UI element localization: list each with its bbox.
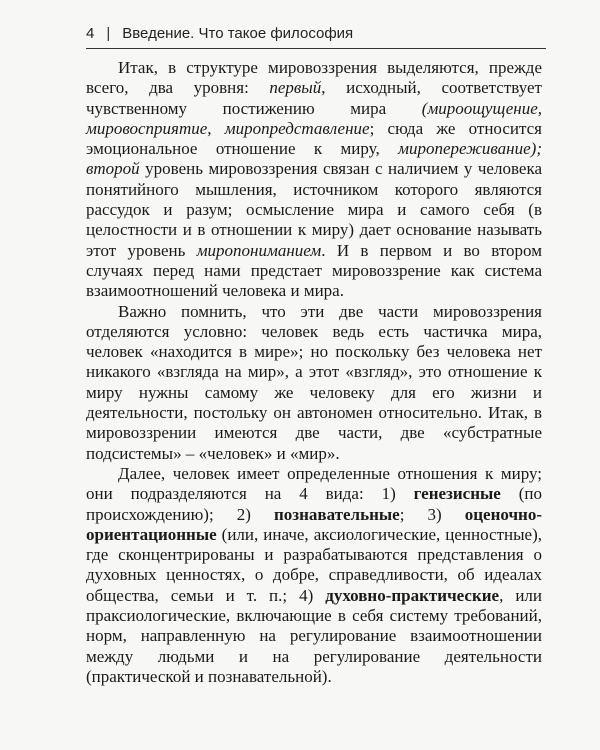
page-number: 4	[86, 25, 95, 42]
paragraph-3	[86, 464, 542, 687]
term-understanding: миропониманием	[196, 240, 322, 260]
term-sensory-forms: (мироощущение, мировосприятие, миропредставление	[86, 98, 542, 138]
header-rule	[86, 48, 546, 49]
term-cognitive: познавательные	[274, 504, 400, 524]
term-evaluative: оценочно-ориентационные	[86, 504, 543, 544]
header-separator: |	[106, 25, 111, 42]
chapter-title: Введение. Что такое философия	[122, 25, 354, 42]
paragraph-3-text: , или праксиологические, включающие в себя систему требований, норм, направленную на регулирование взаимоотношении между людьми и на регулирование деятельности (практической и познавательной).	[86, 585, 543, 686]
paragraph-1-text: Итак, в структуре мировоззрения выделяются, прежде всего, два уровня:	[86, 58, 542, 98]
paragraph-1-text: уровень мировоззрения связан с наличием у человека понятийного мышления, источником которого являются рассудок и разум; осмысление мира и самого себя (в целостности и в отношении к миру) дает основание называть этот уровень	[86, 159, 542, 260]
paragraph-1-text: . И в первом и во втором случаях перед нами предстает мировоззрение как система взаимоотношений человека и мира.	[86, 240, 542, 301]
paragraph-1-text: ; сюда же относится эмоциональное отношение к миру,	[86, 118, 542, 159]
paragraph-1	[86, 58, 542, 302]
paragraph-3-text: Далее, человек имеет определенные отношения к миру; они подразделяются на 4 вида: 1)	[86, 463, 542, 504]
paragraph-2: Важно помнить, что эти две части мировоззрения отделяются условно: человек ведь есть частичка мира, человек «находится в мире»; но поскольку без человека нет никакого «взгляда на мир», а этот «взгляд», это отношение к миру нужны самому же человеку для его жизни и деятельности, постольку он автономен относительно. Итак, в мировоззрении имеются две части, две «субстратные подсистемы» – «человек» и «мир».	[86, 301, 542, 463]
paragraph-3-text: (или, иначе, аксиологические, ценностные), где сконцентрированы и разрабатываются представления о духовных ценностях, о добре, справедливости, об идеалах общества, семьи и т. п.; 4)	[86, 524, 542, 605]
term-genetic: генезисные	[413, 484, 501, 504]
page-body	[86, 58, 542, 687]
paragraph-3-text: (по происхождению); 2)	[86, 484, 542, 524]
term-second: миропереживание); второй	[86, 139, 542, 179]
term-first: первый	[269, 78, 322, 98]
paragraph-3-text: ; 3)	[399, 504, 465, 524]
term-spiritual-practical: духовно-практические	[325, 585, 500, 605]
running-header	[86, 22, 546, 46]
paragraph-1-text: , исходный, соответствует чувственному постижению мира	[86, 78, 542, 118]
